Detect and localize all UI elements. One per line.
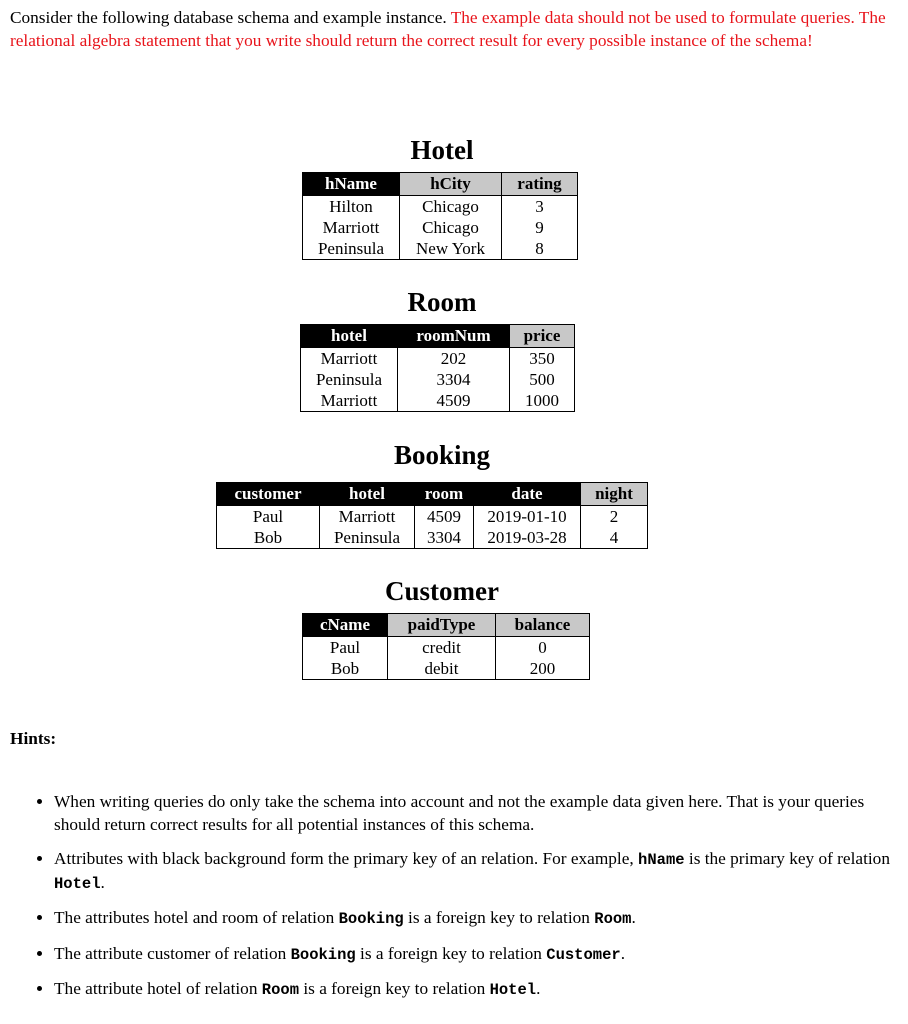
- table-row: [303, 196, 578, 218]
- table-cell: 4509: [415, 506, 474, 528]
- list-item: [54, 848, 902, 895]
- table-cell: 2019-03-28: [474, 527, 581, 549]
- hint-code: Room: [594, 910, 632, 928]
- table-cell: 4509: [398, 390, 510, 412]
- hint-text: .: [536, 979, 541, 998]
- table-cell: Chicago: [400, 196, 502, 218]
- hint-text: The attributes hotel and room of relation: [54, 908, 335, 927]
- table-cell: 0: [496, 637, 590, 659]
- customer-table: [302, 613, 590, 680]
- table-header-row: [301, 325, 575, 348]
- hint-code: Hotel: [54, 874, 101, 893]
- booking-title: Booking: [393, 440, 491, 470]
- hotel-table: [302, 172, 578, 260]
- hint-code: Customer: [546, 945, 621, 964]
- table-cell: Marriott: [301, 390, 398, 412]
- hint-text: .: [620, 943, 626, 963]
- column-header: cName: [303, 614, 388, 637]
- hint-code: Booking: [290, 945, 356, 964]
- table-row: [301, 348, 575, 370]
- column-header: customer: [217, 483, 320, 506]
- table-cell: 202: [398, 348, 510, 370]
- column-header: hName: [303, 173, 400, 196]
- hint-text: .: [631, 908, 636, 927]
- table-row: [303, 217, 578, 238]
- table-row: [303, 238, 578, 260]
- table-cell: 4: [581, 527, 648, 549]
- hint-text: is the primary key of relation: [688, 849, 890, 868]
- list-item: [54, 907, 902, 931]
- table-cell: 3304: [398, 369, 510, 390]
- table-cell: Peninsula: [303, 238, 400, 260]
- hint-text: Attributes with black background form the primary key of an relation. For example,: [54, 849, 634, 868]
- list-item: [54, 791, 902, 836]
- column-header: night: [581, 483, 648, 506]
- column-header: paidType: [388, 614, 496, 637]
- table-header-row: [303, 173, 578, 196]
- column-header: hCity: [400, 173, 502, 196]
- table-cell: Paul: [303, 637, 388, 659]
- hint-code: Room: [261, 981, 300, 999]
- column-header: balance: [496, 614, 590, 637]
- table-cell: 200: [496, 658, 590, 680]
- table-cell: 2019-01-10: [474, 506, 581, 528]
- hint-code: hName: [638, 851, 685, 869]
- hint-text: .: [100, 872, 105, 892]
- table-cell: 350: [510, 348, 575, 370]
- table-cell: Bob: [217, 527, 320, 549]
- hints-list: [32, 791, 902, 1014]
- column-header: hotel: [320, 483, 415, 506]
- table-cell: Hilton: [303, 196, 400, 218]
- table-cell: debit: [388, 658, 496, 680]
- table-cell: Paul: [217, 506, 320, 528]
- intro-warning: The example data should not be used to formulate queries. The relational algebra statement that you write should return the correct result for every possible instance of the schema!: [10, 8, 886, 50]
- intro-text: Consider the following database schema and example instance.: [10, 8, 447, 27]
- hints-label: Hints:: [10, 729, 57, 748]
- hint-text: The attribute customer of relation: [54, 943, 287, 963]
- table-row: [303, 637, 590, 659]
- customer-title: Customer: [385, 576, 499, 606]
- table-cell: 1000: [510, 390, 575, 412]
- hint-text: is a foreign key to relation: [408, 908, 590, 927]
- hint-text: is a foreign key to relation: [360, 943, 542, 963]
- room-table: [300, 324, 575, 412]
- table-cell: 8: [502, 238, 578, 260]
- table-cell: Bob: [303, 658, 388, 680]
- column-header: room: [415, 483, 474, 506]
- table-cell: Marriott: [301, 348, 398, 370]
- list-item: [54, 978, 902, 1002]
- table-cell: Marriott: [320, 506, 415, 528]
- table-row: [303, 658, 590, 680]
- table-cell: Peninsula: [301, 369, 398, 390]
- table-cell: Marriott: [303, 217, 400, 238]
- table-header-row: [303, 614, 590, 637]
- table-cell: 3: [502, 196, 578, 218]
- table-row: [217, 506, 648, 528]
- table-row: [301, 390, 575, 412]
- table-cell: 500: [510, 369, 575, 390]
- table-row: [217, 527, 648, 549]
- table-row: [301, 369, 575, 390]
- table-cell: Chicago: [400, 217, 502, 238]
- column-header: price: [510, 325, 575, 348]
- hint-code: Booking: [338, 910, 404, 928]
- hint-text: The attribute hotel of relation: [54, 979, 258, 998]
- list-item: [54, 943, 902, 967]
- column-header: date: [474, 483, 581, 506]
- column-header: hotel: [301, 325, 398, 348]
- table-cell: 3304: [415, 527, 474, 549]
- table-cell: Peninsula: [320, 527, 415, 549]
- hint-code: Hotel: [489, 981, 537, 999]
- hint-text: When writing queries do only take the schema into account and not the example data given here. That is your queries should return correct results for all potential instances of this schema.: [54, 792, 865, 834]
- column-header: rating: [502, 173, 578, 196]
- hotel-title: Hotel: [410, 135, 474, 165]
- table-header-row: [217, 483, 648, 506]
- table-cell: credit: [388, 637, 496, 659]
- column-header: roomNum: [398, 325, 510, 348]
- table-cell: 9: [502, 217, 578, 238]
- hint-text: is a foreign key to relation: [303, 979, 486, 998]
- table-cell: New York: [400, 238, 502, 260]
- booking-table: [216, 482, 648, 549]
- room-title: Room: [407, 287, 477, 317]
- intro-paragraph: [10, 7, 890, 52]
- table-cell: 2: [581, 506, 648, 528]
